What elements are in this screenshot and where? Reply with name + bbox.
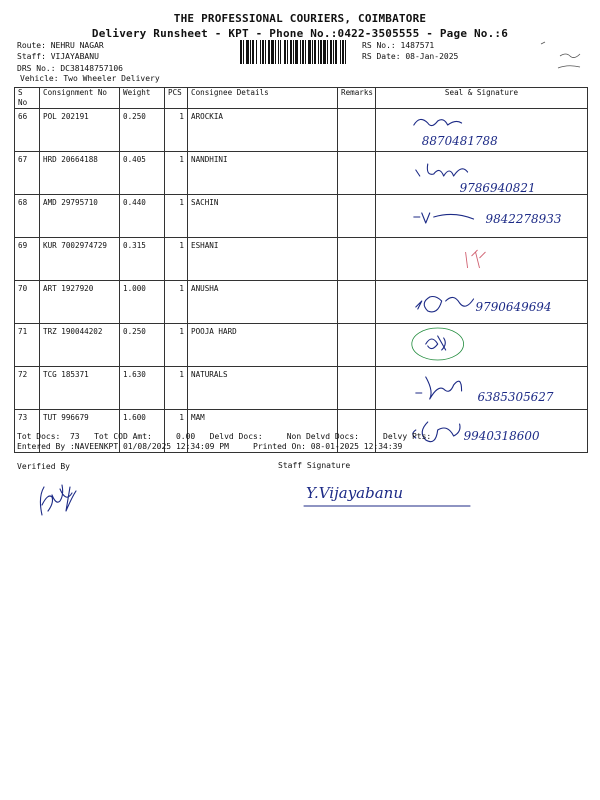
cell-weight: 0.250 bbox=[120, 109, 165, 152]
cell-sno: 67 bbox=[15, 152, 40, 195]
cell-signature bbox=[376, 324, 588, 367]
runsheet-table bbox=[14, 87, 588, 453]
barcode-image bbox=[240, 40, 353, 64]
cell-pcs: 1 bbox=[165, 324, 188, 367]
cell-pcs: 1 bbox=[165, 410, 188, 453]
table-row bbox=[15, 152, 588, 195]
handwritten-signature bbox=[376, 367, 587, 409]
cell-weight: 0.250 bbox=[120, 324, 165, 367]
cell-weight: 1.000 bbox=[120, 281, 165, 324]
cell-signature bbox=[376, 410, 588, 453]
cell-remarks bbox=[338, 238, 376, 281]
cell-sno: 66 bbox=[15, 109, 40, 152]
cell-signature bbox=[376, 195, 588, 238]
signature-phone-note: 9842278933 bbox=[485, 211, 562, 227]
cell-remarks bbox=[338, 367, 376, 410]
signature-phone-note: 9790649694 bbox=[475, 299, 552, 315]
handwritten-signature bbox=[376, 410, 587, 452]
cell-pcs: 1 bbox=[165, 281, 188, 324]
table-row bbox=[15, 109, 588, 152]
cell-consignee: SACHIN bbox=[188, 195, 338, 238]
cell-pcs: 1 bbox=[165, 238, 188, 281]
cell-consignee: NANDHINI bbox=[188, 152, 338, 195]
cell-sno: 71 bbox=[15, 324, 40, 367]
table-row bbox=[15, 324, 588, 367]
signature-stroke bbox=[414, 213, 474, 223]
document-subtitle: Delivery Runsheet - KPT - Phone No.:0422-3505555 - Page No.:6 bbox=[91, 27, 509, 40]
cell-consignment: AMD 29795710 bbox=[40, 195, 120, 238]
signature-stroke bbox=[426, 336, 446, 350]
cell-remarks bbox=[338, 324, 376, 367]
red-stamp-mark bbox=[466, 250, 486, 268]
col-header-weight: Weight bbox=[120, 88, 165, 109]
signature-stroke bbox=[416, 297, 474, 312]
cell-weight: 1.600 bbox=[120, 410, 165, 453]
route-label: Route: NEHRU NAGAR bbox=[17, 41, 104, 50]
cell-pcs: 1 bbox=[165, 195, 188, 238]
signature-stroke bbox=[416, 164, 468, 176]
cell-remarks bbox=[338, 281, 376, 324]
cell-pcs: 1 bbox=[165, 152, 188, 195]
signature-phone-note: 8870481788 bbox=[421, 133, 498, 149]
col-header-sno: S No bbox=[15, 88, 40, 109]
col-header-signature: Seal & Signature bbox=[376, 88, 588, 109]
cell-consignment: TRZ 190044202 bbox=[40, 324, 120, 367]
cell-weight: 1.630 bbox=[120, 367, 165, 410]
signature-phone-note: 6385305627 bbox=[477, 389, 554, 405]
staff-signature bbox=[300, 478, 475, 512]
corner-scribble bbox=[536, 36, 586, 72]
cell-weight: 0.440 bbox=[120, 195, 165, 238]
cell-consignee: ESHANI bbox=[188, 238, 338, 281]
cell-weight: 0.315 bbox=[120, 238, 165, 281]
rs-date: RS Date: 08-Jan-2025 bbox=[362, 52, 459, 61]
totals-line: Tot Docs: 73 Tot COD Amt: 0.00 Delvd Docs: Non Delvd Docs: Delvy Pts: bbox=[17, 432, 432, 441]
staff-label: Staff: VIJAYABANU bbox=[17, 52, 99, 61]
handwritten-signature bbox=[376, 195, 587, 237]
cell-sno: 69 bbox=[15, 238, 40, 281]
cell-consignment: POL 202191 bbox=[40, 109, 120, 152]
cell-consignee: MAM bbox=[188, 410, 338, 453]
cell-pcs: 1 bbox=[165, 109, 188, 152]
verified-by-label: Verified By bbox=[17, 462, 70, 471]
verifier-signature bbox=[30, 475, 90, 525]
cell-consignment: TUT 996679 bbox=[40, 410, 120, 453]
cell-consignee: AROCKIA bbox=[188, 109, 338, 152]
cell-signature bbox=[376, 152, 588, 195]
cell-consignment: HRD 20664188 bbox=[40, 152, 120, 195]
handwritten-signature bbox=[376, 152, 587, 194]
table-header-row bbox=[15, 88, 588, 109]
signature-phone-note: 9786940821 bbox=[459, 180, 536, 194]
col-header-remarks: Remarks bbox=[338, 88, 376, 109]
cell-consignee: NATURALS bbox=[188, 367, 338, 410]
cell-consignment: KUR 7002974729 bbox=[40, 238, 120, 281]
signature-phone-note: 9940318600 bbox=[463, 428, 540, 444]
svg-text:Y.Vijayabanu: Y.Vijayabanu bbox=[306, 484, 403, 502]
cell-consignee: POOJA HARD bbox=[188, 324, 338, 367]
cell-signature bbox=[376, 367, 588, 410]
signature-stroke bbox=[416, 377, 462, 399]
cell-signature bbox=[376, 238, 588, 281]
cell-sno: 68 bbox=[15, 195, 40, 238]
staff-signature-label: Staff Signature bbox=[278, 461, 351, 470]
cell-consignment: TCG 185371 bbox=[40, 367, 120, 410]
cell-remarks bbox=[338, 195, 376, 238]
cell-sno: 73 bbox=[15, 410, 40, 453]
cell-signature bbox=[376, 109, 588, 152]
col-header-consignee: Consignee Details bbox=[188, 88, 338, 109]
cell-sno: 72 bbox=[15, 367, 40, 410]
rs-number: RS No.: 1487571 bbox=[362, 41, 435, 50]
cell-pcs: 1 bbox=[165, 367, 188, 410]
cell-consignee: ANUSHA bbox=[188, 281, 338, 324]
vehicle-label: Vehicle: Two Wheeler Delivery bbox=[20, 74, 160, 83]
table-row bbox=[15, 238, 588, 281]
handwritten-signature bbox=[376, 281, 587, 323]
col-header-pcs: PCS bbox=[165, 88, 188, 109]
document-title: THE PROFESSIONAL COURIERS, COIMBATORE bbox=[173, 12, 427, 25]
col-header-consignment: Consignment No bbox=[40, 88, 120, 109]
table-row bbox=[15, 195, 588, 238]
drs-number: DRS No.: DC38148757106 bbox=[17, 64, 123, 73]
table-row bbox=[15, 367, 588, 410]
handwritten-signature bbox=[376, 238, 587, 280]
handwritten-signature bbox=[376, 324, 587, 366]
cell-remarks bbox=[338, 109, 376, 152]
cell-weight: 0.405 bbox=[120, 152, 165, 195]
handwritten-signature bbox=[376, 109, 587, 151]
table-row bbox=[15, 281, 588, 324]
cell-signature bbox=[376, 281, 588, 324]
entered-line: Entered By :NAVEENKPT 01/08/2025 12:34:09 PM Printed On: 08-01-2025 12:34:39 bbox=[17, 442, 403, 451]
cell-sno: 70 bbox=[15, 281, 40, 324]
cell-consignment: ART 1927920 bbox=[40, 281, 120, 324]
signature-stroke bbox=[414, 119, 462, 125]
cell-remarks bbox=[338, 152, 376, 195]
